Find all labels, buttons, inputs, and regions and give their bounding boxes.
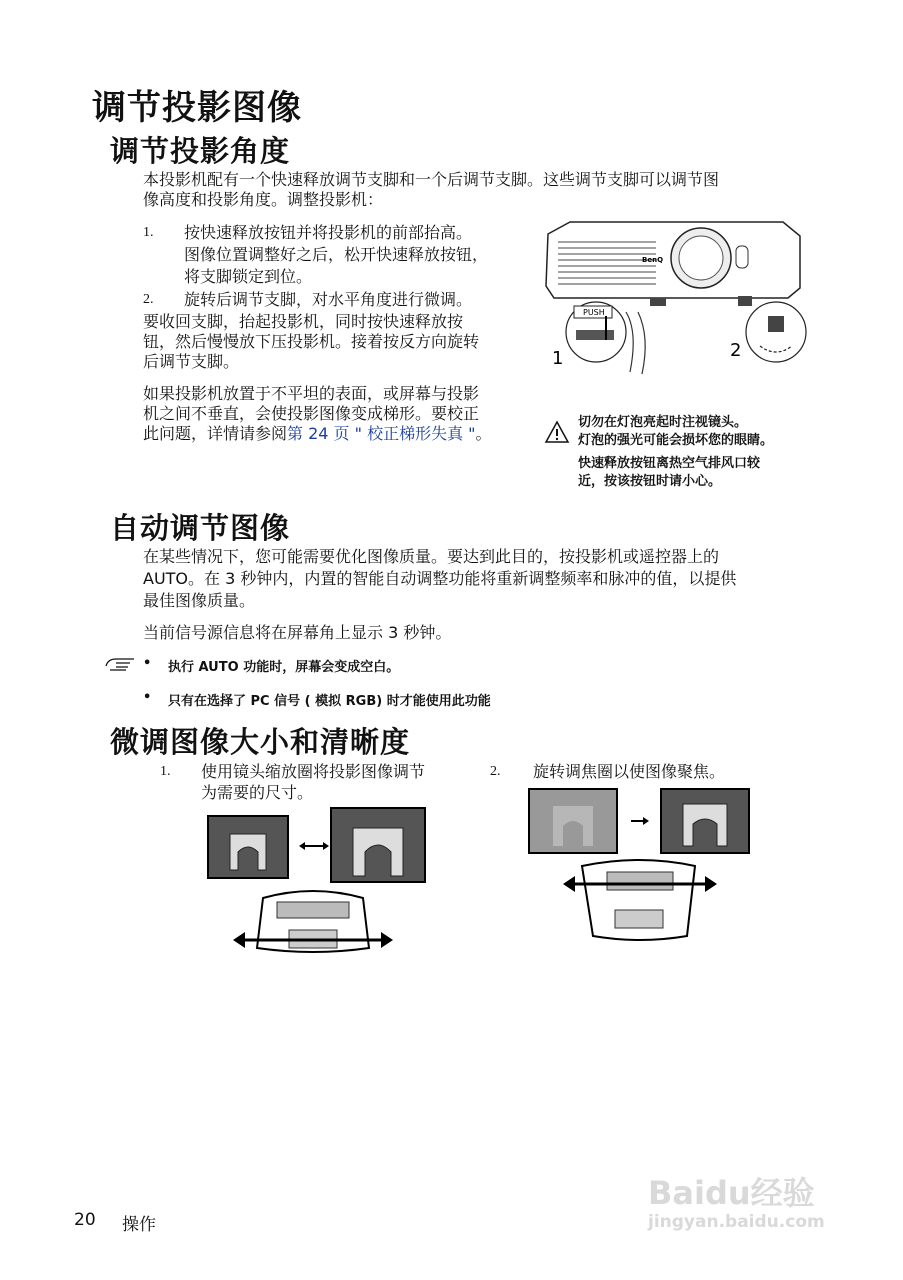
intro-line: 本投影机配有一个快速释放调节支脚和一个后调节支脚。这些调节支脚可以调节图	[143, 170, 720, 189]
step-number: 1.	[143, 225, 154, 240]
page-title: 调节投影图像	[92, 88, 302, 128]
retract-text: 后调节支脚。	[143, 352, 240, 371]
step-text: 旋转后调节支脚，对水平角度进行微调。	[184, 290, 473, 309]
push-label: PUSH	[583, 308, 605, 317]
rear-foot-icon	[738, 296, 752, 306]
retract-text: 钮，然后慢慢放下压投影机。接着按反方向旋转	[143, 332, 480, 351]
step-text: 将支脚锁定到位。	[184, 267, 313, 286]
uneven-text-prefix: 此问题，详情请参阅	[143, 424, 288, 443]
brand-logo: BenQ	[642, 256, 664, 264]
section-heading-angle: 调节投影角度	[110, 134, 291, 168]
note-text: 执行 AUTO 功能时，屏幕会变成空白。	[168, 660, 400, 675]
auto-text: 当前信号源信息将在屏幕角上显示 3 秒钟。	[143, 623, 452, 642]
auto-text: 最佳图像质量。	[143, 591, 256, 610]
figure-label-2: 2	[730, 340, 742, 361]
footer-section: 操作	[122, 1215, 156, 1235]
pointing-hand-icon	[104, 654, 138, 672]
retract-text: 要收回支脚，抬起投影机，同时按快速释放按	[143, 312, 464, 331]
note-text: 只有在选择了 PC 信号 ( 模拟 RGB) 时才能使用此功能	[168, 694, 491, 709]
keystone-link[interactable]: 第 24 页 " 校正梯形失真 "	[287, 424, 476, 443]
step-text: 图像位置调整好之后，松开快速释放按钮，	[184, 245, 489, 264]
step-text: 使用镜头缩放圈将投影图像调节	[201, 762, 426, 781]
projector-figure	[538, 212, 810, 380]
watermark-url: jingyan.baidu.com	[648, 1212, 825, 1232]
step-number: 2.	[490, 764, 501, 779]
step-number: 2.	[143, 292, 154, 307]
warning-icon	[544, 420, 570, 444]
warning-text: 快速释放按钮离热空气排风口较	[578, 456, 761, 471]
focus-figure	[527, 786, 752, 946]
uneven-text	[143, 423, 492, 444]
auto-text: AUTO。在 3 秒钟内，内置的智能自动调整功能将重新调整频率和脉冲的值，以提供	[143, 569, 737, 588]
step-text: 按快速释放按钮并将投影机的前部抬高。	[184, 223, 473, 242]
section-heading-fine-tune: 微调图像大小和清晰度	[110, 725, 411, 759]
bullet-icon: •	[143, 690, 152, 705]
section-heading-auto: 自动调节图像	[110, 511, 291, 545]
uneven-text: 机之间不垂直，会使投影图像变成梯形。要校正	[143, 404, 480, 423]
step-text: 旋转调焦圈以使图像聚焦。	[533, 762, 726, 781]
warning-text: 近，按该按钮时请小心。	[578, 474, 722, 489]
warning-text: 灯泡的强光可能会损坏您的眼睛。	[578, 433, 774, 448]
bullet-icon: •	[143, 656, 152, 671]
intro-line: 像高度和投影角度。调整投影机：	[143, 190, 384, 209]
page-number: 20	[74, 1210, 96, 1230]
figure-label-1: 1	[552, 348, 564, 369]
auto-text: 在某些情况下，您可能需要优化图像质量。要达到此目的，按投影机或遥控器上的	[143, 547, 720, 566]
uneven-text-suffix: 。	[475, 424, 492, 443]
step-text: 为需要的尺寸。	[201, 783, 314, 802]
zoom-figure	[205, 806, 430, 966]
watermark-logo: Baidu经验	[648, 1174, 815, 1212]
step-number: 1.	[160, 764, 171, 779]
warning-text: 切勿在灯泡亮起时注视镜头。	[578, 415, 748, 430]
uneven-text: 如果投影机放置于不平坦的表面，或屏幕与投影	[143, 384, 480, 403]
front-foot-icon	[650, 298, 666, 306]
